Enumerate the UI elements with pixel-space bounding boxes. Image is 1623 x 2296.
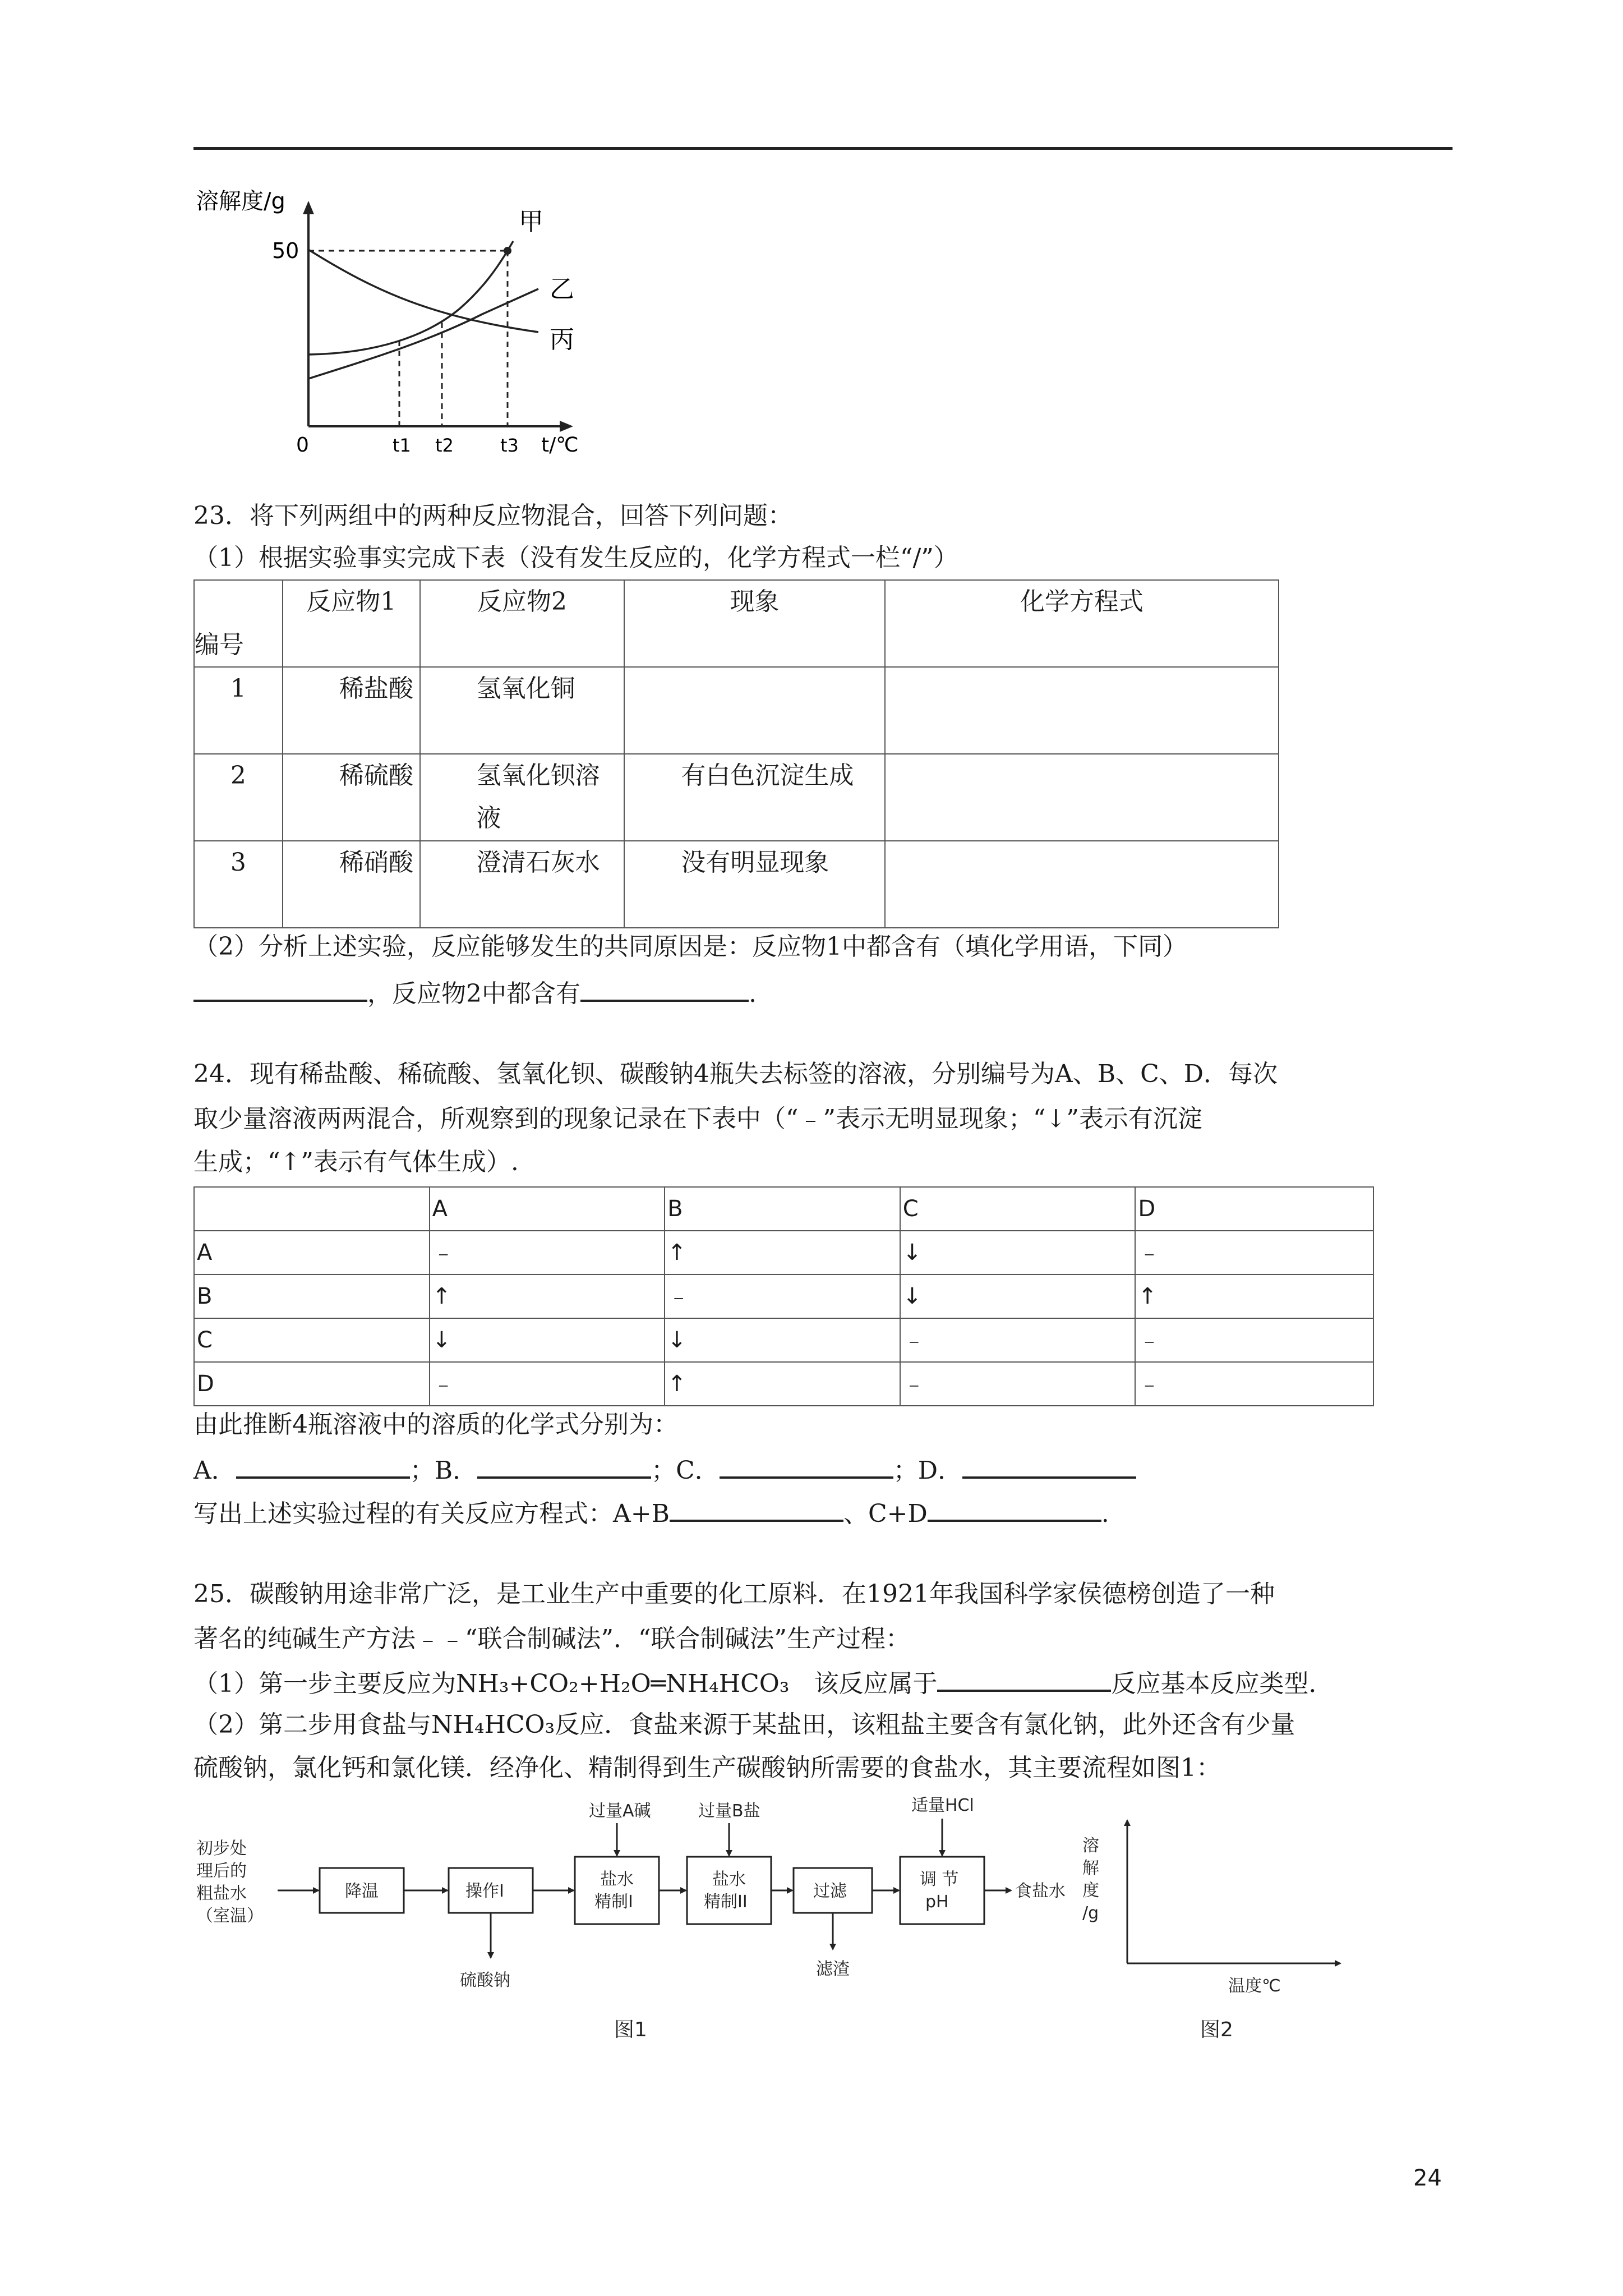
q23-part2-line1: （2）分析上述实验，反应能够发生的共同原因是：反应物1中都含有（填化学用语，下同）	[193, 932, 1187, 961]
flow-refine1-l1: 盐水	[600, 1870, 634, 1889]
solubility-graph	[191, 185, 617, 454]
q24-cell: A	[430, 1187, 665, 1231]
flow-refine1-l2: 精制I	[594, 1892, 633, 1912]
q23-cell[interactable]	[885, 754, 1279, 841]
header-rule	[193, 147, 1453, 150]
q24-cell: ↑	[430, 1274, 665, 1318]
q23-cell[interactable]	[885, 841, 1279, 928]
box-refine2	[687, 1857, 771, 1924]
flow-add-a: 过量A碱	[589, 1801, 651, 1821]
curve-label-jia: 甲	[519, 208, 543, 236]
q23-cell: 稀硫酸	[283, 754, 420, 841]
q24-cell: C	[194, 1318, 430, 1362]
answer-blank[interactable]	[937, 1665, 1111, 1692]
q24-line3: 生成；“↑”表示有气体生成）.	[193, 1148, 519, 1176]
q24-cell: ↓	[900, 1231, 1136, 1274]
answer-blank[interactable]	[193, 975, 367, 1002]
q24-cell: ﹣	[1135, 1318, 1373, 1362]
q24-cell: ﹣	[900, 1362, 1136, 1406]
q23-cell[interactable]	[624, 667, 885, 754]
q24-cell: ﹣	[1135, 1362, 1373, 1406]
q24-line2: 取少量溶液两两混合，所观察到的现象记录在下表中（“﹣”表示无明显现象；“↓”表示有沉淀	[193, 1105, 1202, 1133]
q23-header-reactant1: 反应物1	[283, 580, 420, 667]
curve-jia	[308, 241, 513, 355]
fig2-y-1: 溶	[1082, 1836, 1099, 1856]
q24-eq-prefix: 写出上述实验过程的有关反应方程式：A+B	[193, 1499, 670, 1528]
curve-yi	[308, 289, 538, 379]
curve-bing	[308, 250, 538, 332]
q23-cell: 没有明显现象	[624, 841, 885, 928]
q25-line1: 25．碳酸钠用途非常广泛，是工业生产中重要的化工原料．在1921年我国科学家侯德榜创造了一种	[193, 1580, 1275, 1608]
q24-answer-line	[193, 1452, 1136, 1488]
q24-cell: D	[194, 1362, 430, 1406]
flow-add-b: 过量B盐	[698, 1801, 760, 1821]
fig2-y-3: 度	[1082, 1881, 1099, 1901]
flow-ph-l2: pH	[925, 1892, 949, 1912]
flow-input-4: （室温）	[196, 1906, 264, 1926]
q23-header-phenomenon: 现象	[624, 580, 885, 667]
flow-byproduct: 硫酸钠	[460, 1971, 510, 1990]
table-row	[194, 580, 1279, 667]
page-number: 24	[1413, 2165, 1442, 2191]
q25-part2-line1: （2）第二步用食盐与NH₄HCO₃反应．食盐来源于某盐田，该粗盐主要含有氯化钠，此外还含有少量	[193, 1710, 1295, 1739]
q23-cell: 3	[194, 841, 283, 928]
table-row	[194, 1318, 1373, 1362]
q23-cell: 有白色沉淀生成	[624, 754, 885, 841]
q24-cell: ↓	[900, 1274, 1136, 1318]
flow-input-3: 粗盐水	[196, 1884, 247, 1903]
table-row	[194, 1187, 1373, 1231]
box-ph	[900, 1857, 984, 1924]
q24-cell: ﹣	[665, 1274, 900, 1318]
q24-cell: ↑	[665, 1362, 900, 1406]
fig2-x-label: 温度℃	[1228, 1976, 1281, 1996]
curve-label-yi: 乙	[550, 275, 574, 303]
q25-part2-line2: 硫酸钠，氯化钙和氯化镁．经净化、精制得到生产碳酸钠所需要的食盐水，其主要流程如图1：	[193, 1754, 1221, 1782]
q24-cell: ﹣	[430, 1231, 665, 1274]
q23-header-reactant2: 反应物2	[420, 580, 625, 667]
origin-label: 0	[296, 434, 309, 454]
q23-cell: 氢氧化钡溶液	[420, 754, 625, 841]
q24-label-d: ；D．	[893, 1456, 963, 1485]
x-axis-label: t/℃	[541, 434, 579, 454]
flow-refine2-l1: 盐水	[712, 1870, 746, 1889]
table-row	[194, 1274, 1373, 1318]
q23-cell: 1	[194, 667, 283, 754]
q24-cell: ﹣	[430, 1362, 665, 1406]
q24-label-c: ；C．	[651, 1456, 720, 1485]
q24-table	[193, 1186, 1374, 1406]
fig1-label: 图1	[614, 2018, 647, 2041]
fig2-y-2: 解	[1082, 1858, 1099, 1878]
flow-input-2: 理后的	[196, 1861, 247, 1881]
q24-cell: D	[1135, 1187, 1373, 1231]
q24-line1: 24．现有稀盐酸、稀硫酸、氢氧化钡、碳酸钠4瓶失去标签的溶液，分别编号为A、B、C、D．每次	[193, 1060, 1278, 1088]
q24-cell: B	[194, 1274, 430, 1318]
q23-table	[193, 579, 1279, 928]
q23-cell: 2	[194, 754, 283, 841]
flow-residue: 滤渣	[816, 1959, 850, 1979]
q24-cell: ↑	[1135, 1274, 1373, 1318]
q25-part1-prefix: （1）第一步主要反应为NH₃+CO₂+H₂O═NH₄HCO₃ 该反应属于	[193, 1669, 938, 1698]
q24-cell: ↑	[665, 1231, 900, 1274]
q25-line2: 著名的纯碱生产方法﹣﹣“联合制碱法”．“联合制碱法”生产过程：	[193, 1625, 910, 1653]
q23-part2-mid: ，反应物2中都含有	[367, 979, 580, 1008]
flow-step-cool: 降温	[345, 1881, 379, 1901]
answer-blank[interactable]	[236, 1452, 410, 1479]
flow-add-hcl: 适量HCl	[911, 1796, 974, 1815]
q23-header-equation: 化学方程式	[885, 580, 1279, 667]
table-row	[194, 1231, 1373, 1274]
q24-equation-line	[193, 1495, 1109, 1531]
q24-cell	[194, 1187, 430, 1231]
flow-step-filter: 过滤	[813, 1881, 847, 1901]
q23-cell: 澄清石灰水	[420, 841, 625, 928]
x-tick-t3: t3	[500, 435, 519, 454]
q24-label-a: A．	[193, 1456, 236, 1485]
q24-label-b: ；B．	[409, 1456, 478, 1485]
answer-blank[interactable]	[962, 1452, 1136, 1479]
process-flow-diagram	[185, 1795, 1363, 2042]
x-tick-t1: t1	[393, 435, 411, 454]
flow-step-op1: 操作I	[465, 1881, 504, 1901]
q25-part1	[193, 1665, 1333, 1701]
q24-eq-end: .	[1101, 1499, 1109, 1528]
answer-blank[interactable]	[580, 975, 749, 1002]
q24-cell: ↓	[430, 1318, 665, 1362]
q24-cell: ↓	[665, 1318, 900, 1362]
q23-part2-line2	[193, 975, 757, 1011]
q24-infer: 由此推断4瓶溶液中的溶质的化学式分别为：	[193, 1410, 678, 1439]
answer-blank[interactable]	[720, 1452, 893, 1479]
q25-part1-suffix: 反应基本反应类型．	[1111, 1669, 1334, 1698]
q24-eq-mid: 、C+D	[843, 1499, 928, 1528]
q23-cell: 氢氧化铜	[420, 667, 625, 754]
q24-cell: ﹣	[1135, 1231, 1373, 1274]
flow-output: 食盐水	[1015, 1881, 1066, 1901]
table-row	[194, 754, 1279, 841]
q24-cell: C	[900, 1187, 1136, 1231]
q24-cell: ﹣	[900, 1318, 1136, 1362]
box-refine1	[575, 1857, 659, 1924]
q23-cell[interactable]	[885, 667, 1279, 754]
flow-ph-l1: 调 节	[920, 1870, 959, 1889]
table-row	[194, 841, 1279, 928]
table-row	[194, 667, 1279, 754]
table-row	[194, 1362, 1373, 1406]
fig2-label: 图2	[1200, 2018, 1233, 2041]
q24-cell: A	[194, 1231, 430, 1274]
y-tick-50: 50	[272, 238, 299, 263]
q23-title: 23．将下列两组中的两种反应物混合，回答下列问题：	[193, 501, 792, 530]
q23-cell: 稀盐酸	[283, 667, 420, 754]
y-axis-label: 溶解度/g	[196, 188, 285, 214]
q23-part1: （1）根据实验事实完成下表（没有发生反应的，化学方程式一栏“/”）	[193, 544, 958, 572]
curve-label-bing: 丙	[550, 325, 574, 354]
q23-part2-end: .	[749, 979, 757, 1008]
q23-header-id: 编号	[194, 580, 283, 667]
answer-blank[interactable]	[477, 1452, 651, 1479]
q24-cell: B	[665, 1187, 900, 1231]
flow-refine2-l2: 精制II	[704, 1892, 748, 1912]
fig2-y-4: /g	[1082, 1903, 1099, 1923]
flow-input-1: 初步处	[196, 1839, 247, 1858]
q23-cell: 稀硝酸	[283, 841, 420, 928]
x-tick-t2: t2	[435, 435, 454, 454]
answer-blank[interactable]	[928, 1495, 1101, 1522]
answer-blank[interactable]	[670, 1495, 843, 1522]
